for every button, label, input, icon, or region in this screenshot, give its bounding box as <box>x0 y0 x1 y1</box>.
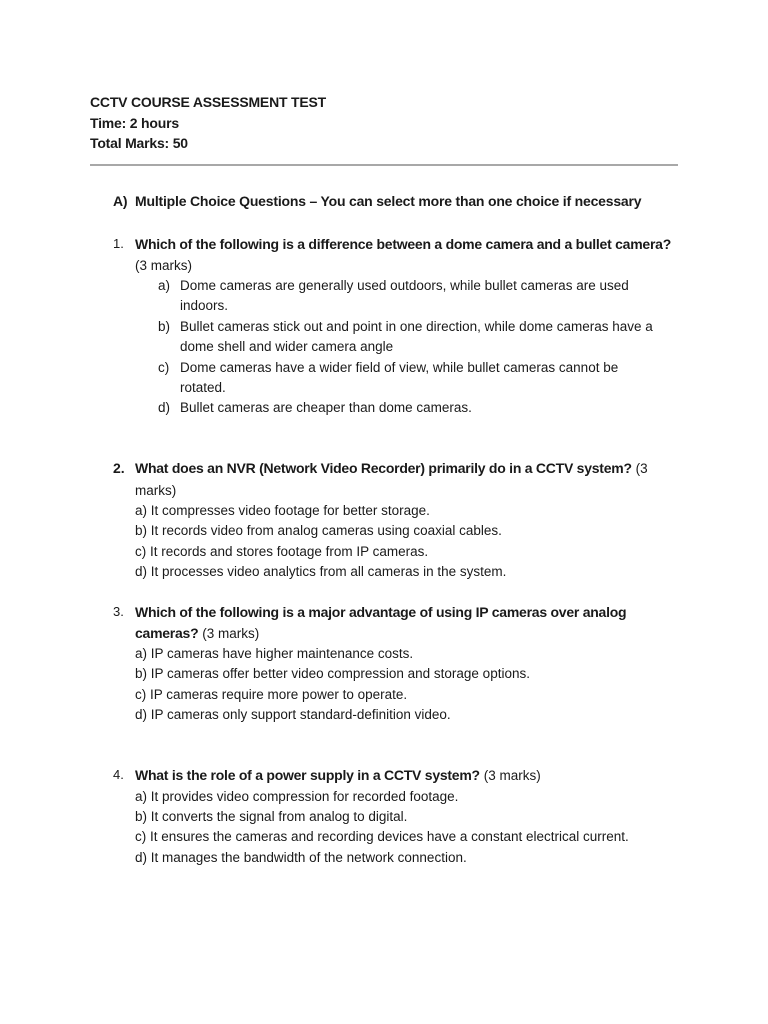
question-3-option-b: b) IP cameras offer better video compression and storage options. <box>135 666 530 682</box>
question-4-option-a: a) It provides video compression for recorded footage. <box>135 788 459 804</box>
question-4-text: What is the role of a power supply in a CCTV system? <box>135 767 480 783</box>
question-2-option-b: b) It records video from analog cameras using coaxial cables. <box>135 523 502 539</box>
question-2-text: What does an NVR (Network Video Recorder) primarily do in a CCTV system? <box>135 460 632 476</box>
question-3-number: 3. <box>113 604 124 619</box>
section-a-letter: A) <box>113 193 128 209</box>
question-4-option-c: c) It ensures the cameras and recording devices have a constant electrical current. <box>135 829 629 845</box>
question-3-marks: (3 marks) <box>202 625 260 641</box>
question-3-option-a: a) IP cameras have higher maintenance costs. <box>135 646 414 661</box>
question-1-option-d <box>113 398 683 418</box>
option-text: Bullet cameras are cheaper than dome cameras. <box>180 400 472 416</box>
question-2-option-a: a) It compresses video footage for better storage. <box>135 503 430 518</box>
question-1-option-b <box>113 317 683 358</box>
question-2-options <box>113 501 683 583</box>
question-1-option-c <box>113 358 683 399</box>
section-a-heading <box>113 193 641 209</box>
option-letter: b) <box>158 318 171 334</box>
question-2-option-d: d) It processes video analytics from all cameras in the system. <box>135 564 507 580</box>
option-text: Bullet cameras stick out and point in one direction, while dome cameras have a dome shell and wider camera angle <box>180 318 653 355</box>
question-1 <box>113 234 683 419</box>
question-3-text: Which of the following is a major advantage of using IP cameras over analog cameras? <box>135 604 627 641</box>
question-2-marks: (3 marks) <box>135 461 648 498</box>
option-letter: a) <box>158 278 171 293</box>
question-4-number: 4. <box>113 767 124 782</box>
question-1-text: Which of the following is a difference between a dome camera and a bullet camera? <box>135 236 671 252</box>
question-3-option-c: c) IP cameras require more power to operate. <box>135 686 408 702</box>
question-1-prompt <box>113 234 683 276</box>
question-2-option-c: c) It records and stores footage from IP cameras. <box>135 543 429 559</box>
question-4 <box>113 765 683 868</box>
total-marks: Total Marks: 50 <box>90 135 188 151</box>
question-3-options <box>113 644 683 726</box>
question-4-prompt <box>113 765 683 787</box>
question-4-option-b: b) It converts the signal from analog to digital. <box>135 808 408 824</box>
question-3-option-d: d) IP cameras only support standard-definition video. <box>135 707 451 723</box>
question-4-option-d: d) It manages the bandwidth of the network connection. <box>135 849 467 865</box>
question-4-marks: (3 marks) <box>483 768 541 783</box>
question-3 <box>113 602 683 726</box>
section-a-title: Multiple Choice Questions – You can select more than one choice if necessary <box>135 193 642 209</box>
question-3-prompt <box>113 602 683 644</box>
horizontal-divider <box>90 164 678 166</box>
document-header <box>90 92 326 154</box>
question-4-options <box>113 787 683 869</box>
question-2-prompt <box>113 458 683 501</box>
question-1-marks: (3 marks) <box>135 257 192 273</box>
question-2-number: 2. <box>113 460 125 476</box>
question-2 <box>113 458 683 583</box>
question-1-options <box>113 276 683 419</box>
time-allowed: Time: 2 hours <box>90 114 179 131</box>
question-1-number: 1. <box>113 236 124 251</box>
option-letter: d) <box>158 400 171 416</box>
option-letter: c) <box>158 359 170 375</box>
document-title: CCTV COURSE ASSESSMENT TEST <box>90 94 326 110</box>
question-1-option-a <box>113 276 683 317</box>
option-text: Dome cameras have a wider field of view, while bullet cameras cannot be rotated. <box>180 359 619 396</box>
option-text: Dome cameras are generally used outdoors, while bullet cameras are used indoors. <box>180 278 629 314</box>
